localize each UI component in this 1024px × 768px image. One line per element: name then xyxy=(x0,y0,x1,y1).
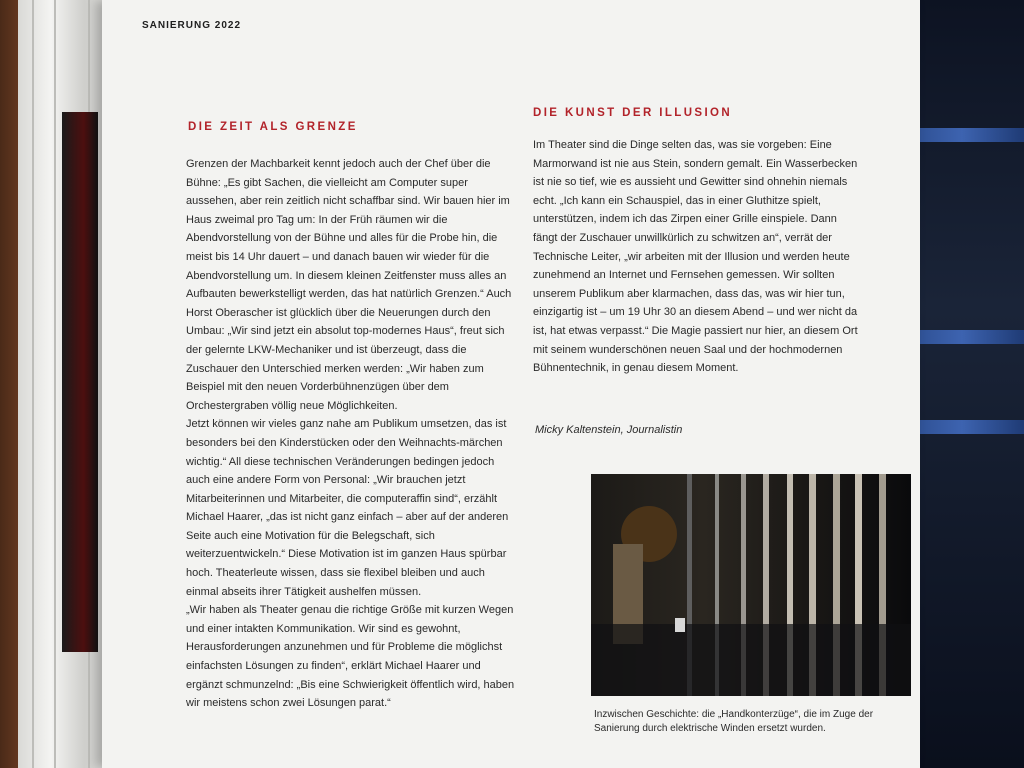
column-right xyxy=(533,136,861,378)
heading-right: DIE KUNST DER ILLUSION xyxy=(533,107,733,119)
paragraph: Jetzt können wir vieles ganz nahe am Publikum umsetzen, das ist besonders bei den Kinderstücken oder den Weihnachts-märchen wichtig.“ All diese technischen Veränderungen bedingen jedoch auch eine andere Form von Personal: „Wir brauchen jetzt Mitarbeiterinnen und Mitarbeiter, die computeraffin sind“, erzählt Michael Haarer, „das ist nicht ganz einfach – aber auf der anderen Seite auch eine Motivation für die Belegschaft, sich weiterzuentwickeln.“ Diese Motivation ist im ganzen Haus spürbar hoch. Theaterleute wissen, dass sie flexibel bleiben und auch einmal abseits ihrer Tätigkeit aushelfen müssen. xyxy=(186,418,509,598)
paragraph: Grenzen der Machbarkeit kennt jedoch auch der Chef über die Bühne: „Es gibt Sachen, die vielleicht am Computer super aussehen, aber rein zeitlich nicht schaffbar sind. Wir bauen hier im Haus zweimal pro Tag um: In der Früh räumen wir die Abendvorstellung von der Bühne und alles für die Probe hin, die meist bis 14 Uhr dauert – und danach bauen wir wieder für die Abendvorstellung um. In diesem kleinen Zeitfenster muss alles an Aufbauten bewerkstelligt werden, das hat natürlich Grenzen.“ Auch Horst Oberascher ist glücklich über die Neuerungen durch den Umbau: „Wir sind jetzt ein absolut top-modernes Haus“, freut sich der gelernte LKW-Mechaniker und ist überzeugt, dass die Zuschauer den Unterschied merken werden: „Wir haben zum Beispiel mit den neuen Vorderbühnenzügen über dem Orchestergraben völlig neue Möglichkeiten. xyxy=(186,158,512,412)
paragraph: Im Theater sind die Dinge selten das, was sie vorgeben: Eine Marmorwand ist nie aus Stein, sondern gemalt. Ein Wasserbecken ist nie so tief, wie es aussieht und Gewitter sind ohnehin niemals echt. „Ich kann ein Schauspiel, das in einer Gluthitze spielt, unterstützen, indem ich das Zirpen einer Grille einspiele. Dann fängt der Zuschauer unwillkürlich zu schwitzen an“, verrät der Technische Leiter, „wir arbeiten mit der Illusion und werden heute zunehmend an Internet und Fernsehen gemessen. Wir sollten unserem Publikum aber klarmachen, dass das, was wir hier tun, einzigartig ist – um 19 Uhr 30 an diesem Abend – und wer nicht da ist, hat etwas verpasst.“ Die Magie passiert nur hier, an diesem Ort mit seinem wunderschönen neuen Saal und der hochmodernen Bühnentechnik, in genau diesem Moment. xyxy=(533,139,858,375)
author-byline: Micky Kaltenstein, Journalistin xyxy=(535,424,683,436)
heading-left: DIE ZEIT ALS GRENZE xyxy=(188,121,358,133)
magazine-page xyxy=(102,0,920,768)
column-left xyxy=(186,155,520,713)
photo-caption: Inzwischen Geschichte: die „Handkonterzüge“, die im Zuge der Sanierung durch elektrische Winden ersetzt wurden. xyxy=(594,709,874,734)
underlying-page-image xyxy=(62,112,98,652)
paragraph: „Wir haben als Theater genau die richtige Größe mit kurzen Wegen und einer intakten Kommunikation. Wir sind es gewohnt, Herausforderungen anzunehmen und für Probleme die möglichst einfachsten Lösungen zu finden“, erklärt Michael Haarer und ergänzt schmunzelnd: „Bis eine Schwierigkeit öffentlich wird, haben wir meistens schon zwei Lösungen parat.“ xyxy=(186,604,515,710)
running-head: SANIERUNG 2022 xyxy=(142,20,242,31)
rope-fly-system-photo xyxy=(591,474,911,696)
